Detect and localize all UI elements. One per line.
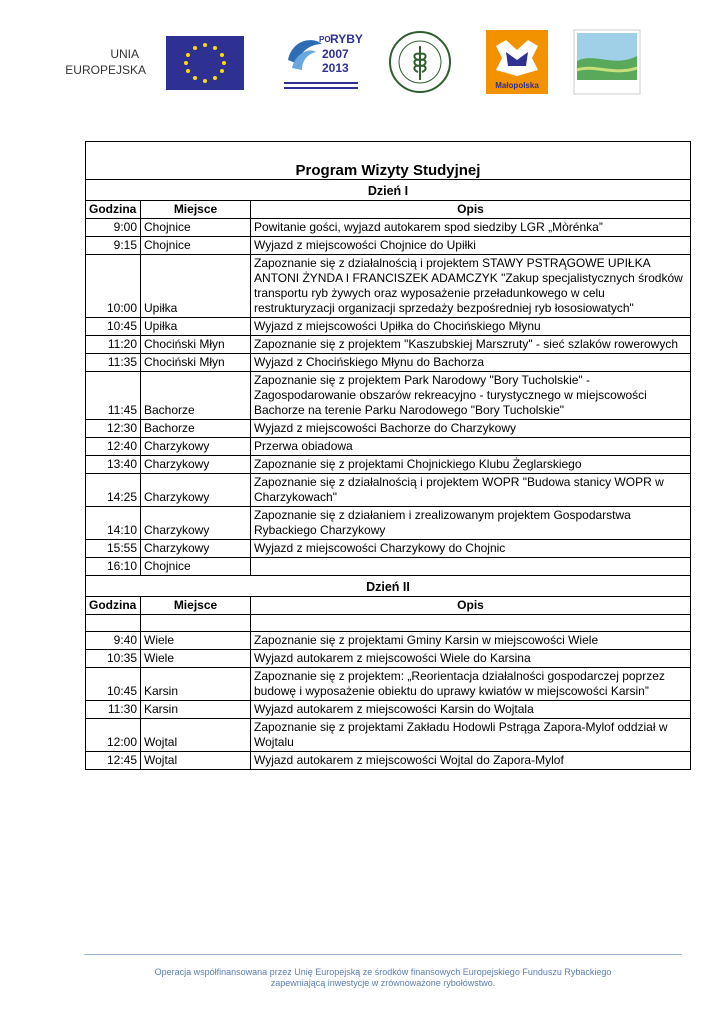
place-cell: Charzykowy (141, 456, 251, 474)
eu-logo-line2: EUROPEJSKA (65, 63, 146, 77)
day1-heading: Dzień I (86, 180, 691, 201)
ryby-logo (282, 30, 363, 94)
description-cell: Zapoznanie się z projektem: „Reorientacja działalności gospodarczej poprzez budowę i wyposażenie obiektu do uprawy kwiatów w miejscowości Karsin” (251, 668, 691, 701)
time-cell: 13:40 (86, 456, 141, 474)
place-cell: Chojnice (141, 558, 251, 576)
place-cell: Bachorze (141, 372, 251, 420)
place-cell: Chociński Młyn (141, 336, 251, 354)
program-table (85, 141, 691, 770)
column-header-place: Miejsce (141, 597, 251, 615)
table-row (86, 354, 691, 372)
description-cell: Zapoznanie się z projektem "Kaszubskiej Marszruty" - sieć szlaków rowerowych (251, 336, 691, 354)
table-row (86, 701, 691, 719)
place-cell: Wojtal (141, 752, 251, 770)
day2-rows (86, 632, 691, 770)
lgr-logo (574, 30, 640, 94)
table-row (86, 507, 691, 540)
table-row (86, 650, 691, 668)
time-cell: 10:45 (86, 318, 141, 336)
svg-text:RYBY: RYBY (330, 32, 363, 46)
column-header-desc: Opis (251, 597, 691, 615)
time-cell: 14:10 (86, 507, 141, 540)
time-cell: 14:25 (86, 474, 141, 507)
column-header-time: Godzina (86, 597, 141, 615)
table-row (86, 372, 691, 420)
description-cell: Wyjazd z miejscowości Charzykowy do Chojnic (251, 540, 691, 558)
place-cell: Chojnice (141, 219, 251, 237)
svg-text:2007: 2007 (322, 47, 349, 61)
description-cell: Wyjazd autokarem z miejscowości Wojtal do Zapora-Mylof (251, 752, 691, 770)
blank-row (86, 615, 691, 632)
place-cell: Wiele (141, 632, 251, 650)
time-cell: 11:30 (86, 701, 141, 719)
place-cell: Charzykowy (141, 438, 251, 456)
eu-logo (65, 30, 244, 94)
description-cell: Wyjazd z miejscowości Upiłka do Chocińskiego Młynu (251, 318, 691, 336)
table-row (86, 558, 691, 576)
description-cell: Zapoznanie się z projektem Park Narodowy "Bory Tucholskie" - Zagospodarowanie obszarów rekreacyjno - turystycznego w miejscowości Bachorze na terenie Parku Narodowego "Bory Tucholskie" (251, 372, 691, 420)
place-cell: Karsin (141, 668, 251, 701)
place-cell: Upiłka (141, 255, 251, 318)
table-row (86, 438, 691, 456)
table-row (86, 336, 691, 354)
table-row (86, 456, 691, 474)
description-cell: Zapoznanie się z działaniem i zrealizowanym projektem Gospodarstwa Rybackiego Charzykowy (251, 507, 691, 540)
day2-header-row (86, 597, 691, 615)
description-cell: Wyjazd z miejscowości Bachorze do Charzykowy (251, 420, 691, 438)
description-cell: Zapoznanie się z projektami Chojnickiego Klubu Żeglarskiego (251, 456, 691, 474)
place-cell: Bachorze (141, 420, 251, 438)
time-cell: 10:35 (86, 650, 141, 668)
description-cell: Zapoznanie się z projektami Gminy Karsin w miejscowości Wiele (251, 632, 691, 650)
table-row (86, 752, 691, 770)
place-cell: Chociński Młyn (141, 354, 251, 372)
table-row (86, 255, 691, 318)
table-row (86, 420, 691, 438)
time-cell: 16:10 (86, 558, 141, 576)
description-cell: Przerwa obiadowa (251, 438, 691, 456)
table-row (86, 219, 691, 237)
logo-bar (65, 30, 644, 96)
description-cell: Wyjazd z miejscowości Chojnice do Upiłki (251, 237, 691, 255)
place-cell: Charzykowy (141, 507, 251, 540)
day1-header-row (86, 201, 691, 219)
table-row (86, 318, 691, 336)
footer-line2: zapewniającą inwestycje w zrównoważone rybołówstwo. (270, 978, 496, 988)
table-row (86, 474, 691, 507)
description-cell: Powitanie gości, wyjazd autokarem spod siedziby LGR „Mòrénka” (251, 219, 691, 237)
description-cell: Wyjazd autokarem z miejscowości Wiele do Karsina (251, 650, 691, 668)
column-header-place: Miejsce (141, 201, 251, 219)
description-cell: Wyjazd autokarem z miejscowości Karsin do Wojtala (251, 701, 691, 719)
day2-heading: Dzień II (86, 576, 691, 597)
footer-divider (84, 954, 682, 955)
footer (84, 967, 682, 989)
table-row (86, 668, 691, 701)
time-cell: 9:40 (86, 632, 141, 650)
table-row (86, 632, 691, 650)
day1-rows (86, 219, 691, 576)
column-header-time: Godzina (86, 201, 141, 219)
time-cell: 12:00 (86, 719, 141, 752)
svg-text:Małopolska: Małopolska (495, 81, 539, 90)
table-row (86, 719, 691, 752)
place-cell: Charzykowy (141, 540, 251, 558)
table-row (86, 237, 691, 255)
time-cell: 12:45 (86, 752, 141, 770)
footer-line1: Operacja współfinansowana przez Unię Europejską ze środków finansowych Europejskiego Funduszu Rybackiego (154, 967, 612, 977)
place-cell: Karsin (141, 701, 251, 719)
description-cell: Zapoznanie się z projektami Zakładu Hodowli Pstrąga Zapora-Mylof oddział w Wojtalu (251, 719, 691, 752)
time-cell: 11:35 (86, 354, 141, 372)
time-cell: 10:45 (86, 668, 141, 701)
time-cell: 11:20 (86, 336, 141, 354)
time-cell: 9:15 (86, 237, 141, 255)
time-cell: 9:00 (86, 219, 141, 237)
time-cell: 11:45 (86, 372, 141, 420)
svg-text:2013: 2013 (322, 61, 349, 75)
place-cell: Upiłka (141, 318, 251, 336)
svg-text:PO: PO (319, 35, 331, 44)
description-cell: Zapoznanie się z działalnością i projektem STAWY PSTRĄGOWE UPIŁKA ANTONI ŻYNDA I FRANCISZEK ADAMCZYK "Zakup specjalistycznych środków transportu ryb żywych oraz wyposażenie przeładunkowego w celu restrukturyzacji organizacji sprzedaży bezpośredniej ryb łososiowatych" (251, 255, 691, 318)
description-cell (251, 558, 691, 576)
ministry-seal-icon (388, 30, 452, 94)
place-cell: Wojtal (141, 719, 251, 752)
description-cell: Zapoznanie się z działalnością i projektem WOPR "Budowa stanicy WOPR w Charzykowach" (251, 474, 691, 507)
table-row (86, 540, 691, 558)
description-cell: Wyjazd z Chocińskiego Młynu do Bachorza (251, 354, 691, 372)
time-cell: 15:55 (86, 540, 141, 558)
place-cell: Wiele (141, 650, 251, 668)
malopolska-logo (486, 30, 548, 94)
page-title: Program Wizyty Studyjnej (86, 142, 691, 180)
time-cell: 10:00 (86, 255, 141, 318)
time-cell: 12:40 (86, 438, 141, 456)
time-cell: 12:30 (86, 420, 141, 438)
place-cell: Charzykowy (141, 474, 251, 507)
place-cell: Chojnice (141, 237, 251, 255)
column-header-desc: Opis (251, 201, 691, 219)
eu-logo-line1: UNIA (110, 47, 139, 61)
